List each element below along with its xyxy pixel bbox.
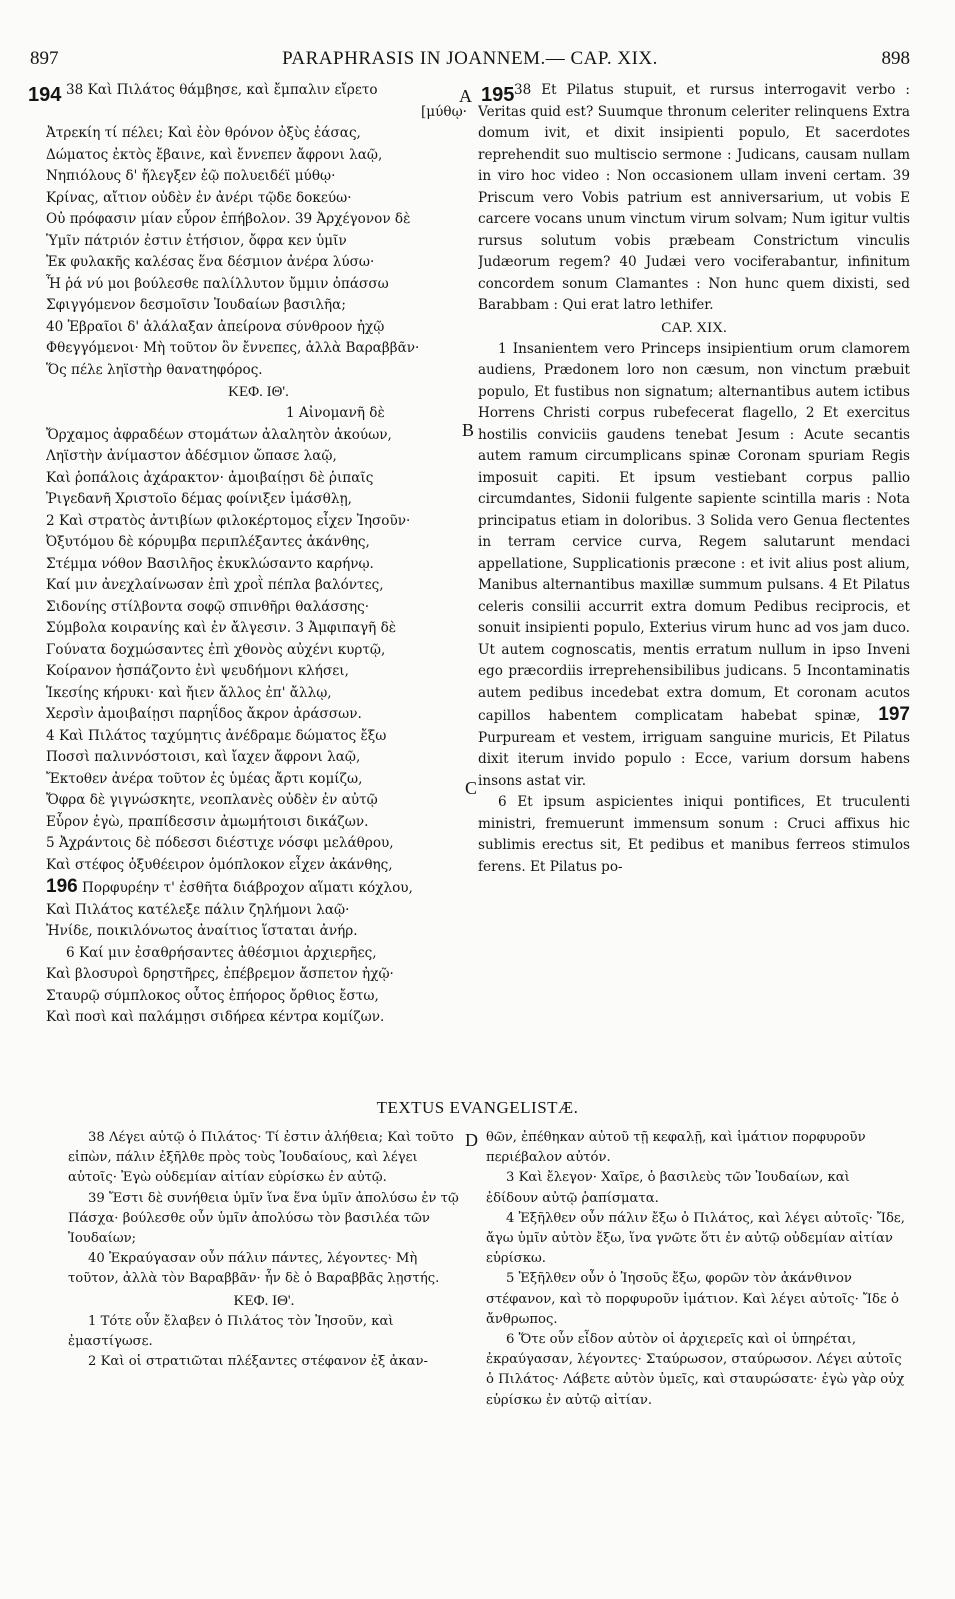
greek-line: Ὅς πέλε ληϊστὴρ θανατηφόρος.	[46, 361, 263, 378]
greek-line: Ῥιγεδανῆ Χριστοῖο δέμας φοίνιξεν ἱμάσθλῃ,	[46, 491, 352, 507]
evangelist-column-left	[68, 1128, 460, 1568]
latin-chapter-heading: CAP. XIX.	[661, 319, 727, 336]
greek-line: Ὀξυτόμου δὲ κόρυμβα περιπλέξαντες ἀκάνθης,	[46, 534, 370, 550]
gospel-verse: 5 Ἐξῆλθεν οὖν ὁ Ἰησοῦς ἔξω, φορῶν τὸν ἀκάνθινον στέφανον, καὶ τὸ πορφυροῦν ἱμάτιον. Καὶ λέγει αὐτοῖς· Ἴδε ὁ ἄνθρωπος.	[486, 1271, 899, 1327]
margin-letter-d: D	[465, 1130, 478, 1150]
greek-chapter-heading: ΚΕΦ. ΙΘ'.	[228, 384, 289, 400]
greek-line: Εὗρον ἐγὼ, πραπίδεσσιν ἀμωμήτοισι δικάζων.	[46, 813, 369, 830]
greek-line: Σταυρῷ σύμπλοκος οὗτος ἐπήορος ὄρθιος ἔστω,	[46, 987, 379, 1004]
greek-line: Καί μιν ἀνεχλαίνωσαν ἐπὶ χροῒ πέπλα βαλόντες,	[46, 577, 384, 593]
greek-line: 40 Ἑβραῖοι δ' ἀλάλαξαν ἀπείρονα σύνθροον ἠχῷ	[46, 318, 385, 335]
margin-letter-a: A	[459, 86, 472, 106]
gospel-verse: 2 Καὶ οἱ στρατιῶται πλέξαντες στέφανον ἐξ ἀκαν-	[88, 1354, 428, 1370]
greek-line: Καὶ ποσὶ καὶ παλάμῃσι σιδήρεα κέντρα κομίζων.	[46, 1009, 385, 1025]
page-number-right: 898	[881, 48, 910, 69]
greek-line: [μύθῳ·	[421, 103, 467, 120]
greek-line: Καὶ βλοσυροὶ δρηστῆρες, ἐπέβρεμον ἄσπετον ἠχῷ·	[46, 966, 394, 982]
greek-line: Γούνατα δοχμώσαντες ἐπὶ χθονὸς αὐχένι κυρτῷ,	[46, 641, 386, 658]
greek-line: Κοίρανον ἠσπάζοντο ἐνὶ ψευδήμονι κλήσει,	[46, 663, 349, 679]
gospel-verse: 39 Ἔστι δὲ συνήθεια ὑμῖν ἵνα ἕνα ὑμῖν ἀπολύσω ἐν τῷ Πάσχα· βούλεσθε οὖν ὑμῖν ἀπολύσω τὸν βασιλέα τῶν Ἰουδαίων;	[68, 1190, 459, 1247]
gospel-verse: θῶν, ἐπέθηκαν αὐτοῦ τῇ κεφαλῇ, καὶ ἱμάτιον πορφυροῦν περιέβαλον αὐτόν.	[486, 1130, 866, 1166]
section-number-197: 197	[878, 704, 910, 725]
latin-translation-column	[478, 80, 910, 1090]
gospel-verse: 4 Ἐξῆλθεν οὖν πάλιν ἔξω ὁ Πιλάτος, καὶ λέγει αὐτοῖς· Ἴδε, ἄγω ὑμῖν αὐτὸν ἔξω, ἵνα γνῶτε ὅτι ἐν αὐτῷ οὐδεμίαν αἰτίαν εὑρίσκω.	[486, 1210, 905, 1267]
greek-line: Φθεγγόμενοι· Μὴ τοῦτον ὃν ἔννεπες, ἀλλὰ Βαραββᾶν·	[46, 340, 420, 356]
greek-line: Ἠνίδε, ποικιλόνωτος ἀναίτιος ἵσταται ἀνήρ.	[46, 923, 358, 939]
greek-line: Δώματος ἐκτὸς ἔβαινε, καὶ ἔννεπεν ἄφρονι λαῷ,	[46, 146, 383, 163]
greek-line: 5 Ἀχράντοις δὲ πόδεσσι διέστιχε νόσφι μελάθρου,	[46, 835, 394, 851]
section-number-195: 195	[481, 84, 515, 106]
greek-line: Ληϊστὴν ἀνίμαστον ἀδέσμιον ὤπασε λαῷ,	[46, 448, 337, 464]
latin-paragraph	[478, 339, 910, 793]
evangelist-column-right	[486, 1128, 906, 1568]
greek-line: Καὶ ῥοπάλοις ἀχάρακτον· ἀμοιβαίῃσι δὲ ῥιπαῖς	[46, 469, 374, 486]
gospel-chapter-heading: ΚΕΦ. ΙΘ'.	[233, 1292, 295, 1309]
greek-line: 38 Καὶ Πιλάτος θάμβησε, καὶ ἔμπαλιν εἴρετο	[66, 82, 378, 98]
greek-line: Στέμμα νόθον Βασιλῆος ἐκυκλώσαντο καρήνῳ.	[46, 555, 374, 572]
greek-line: Ἱκεσίης κήρυκι· καὶ ἤιεν ἄλλος ἐπ' ἄλλῳ,	[46, 684, 332, 701]
greek-line: Ὄρχαμος ἀφραδέων στομάτων ἀλαλητὸν ἀκούων,	[46, 426, 392, 443]
greek-line: 4 Καὶ Πιλάτος ταχύμητις ἀνέδραμε δώματος ἔξω	[46, 727, 387, 744]
greek-line: Σιδονίης στίλβοντα σοφῷ σπινθῆρι θαλάσσης·	[46, 598, 370, 615]
page-title: PARAPHRASIS IN JOANNEM.— CAP. XIX.	[282, 48, 658, 69]
greek-line: Ὄφρα δὲ γιγνώσκητε, νεοπλανὲς οὐδὲν ἐν αὐτῷ	[46, 792, 378, 808]
gospel-verse: 1 Τότε οὖν ἔλαβεν ὁ Πιλάτος τὸν Ἰησοῦν, καὶ ἐμαστίγωσε.	[68, 1313, 394, 1349]
gospel-verse: 38 Λέγει αὐτῷ ὁ Πιλάτος· Τί ἐστιν ἀλήθεια; Καὶ τοῦτο εἰπὼν, πάλιν ἐξῆλθε πρὸς τοὺς Ἰουδαίους, καὶ λέγει αὐτοῖς· Ἐγὼ οὐδεμίαν αἰτίαν εὑρίσκω ἐν αὐτῷ.	[68, 1130, 454, 1186]
latin-text: Purpuream et vestem, irriguam sanguine muricis, Et Pilatus dixit iterum invido populo : Ecce, varium dorsum habens insons astat vir.	[478, 729, 910, 789]
greek-line: Οὐ πρόφασιν μίαν εὗρον ἐπήβολον. 39 Ἀρχέγονον δὲ	[46, 211, 411, 227]
gospel-verse: 40 Ἐκραύγασαν οὖν πάλιν πάντες, λέγοντες· Μὴ τοῦτον, ἀλλὰ τὸν Βαραββᾶν· ἦν δὲ ὁ Βαραββᾶς λῃστής.	[68, 1251, 440, 1287]
greek-line: 6 Καί μιν ἐσαθρήσαντες ἀθέσμιοι ἀρχιερῆες,	[66, 944, 377, 961]
greek-line: Ἦ ῥά νύ μοι βούλεσθε παλίλλυτον ὔμμιν ὀπάσσω	[46, 275, 389, 292]
greek-line: Ὑμῖν πάτριόν ἐστιν ἐτήσιον, ὄφρα κεν ὑμῖν	[46, 232, 347, 249]
greek-line: Ποσσὶ παλιννόστοισι, καὶ ἴαχεν ἄφρονι λαῷ,	[46, 749, 361, 765]
greek-line-text: Πορφυρέην τ' ἐσθῆτα διάβροχον αἵματι κόχλου,	[82, 880, 413, 896]
section-number-194: 194	[28, 84, 62, 106]
running-header	[30, 48, 910, 78]
greek-line: Σφιγγόμενον δεσμοῖσιν Ἰουδαίων βασιλῆα;	[46, 297, 346, 313]
greek-line: Ἀτρεκίη τί πέλει; Καὶ ἐὸν θρόνον ὀξὺς ἐάσας,	[46, 125, 361, 141]
greek-line: Ἐκ φυλακῆς καλέσας ἕνα δέσμιον ἀνέρα λύσω·	[46, 254, 375, 270]
greek-line: 2 Καὶ στρατὸς ἀντιβίων φιλοκέρτομος εἶχεν Ἰησοῦν·	[46, 512, 411, 529]
greek-line: Καὶ στέφος ὀξυθέειρον ὁμόπλοκον εἶχεν ἀκάνθης,	[46, 856, 393, 873]
latin-text: 1 Insanientem vero Princeps insipientium orum clamorem audiens, Prædonem loro non cæsum, non vinctum præbuit populo, Et fustibus non signatum; alternantibus autem ictibus Horrens Christi corpus rubefecerat flagello, 2 Et exercitus hostilis conviciis gaudens tenebat Jesum : Acute secantis autem ramum circumplicans spinæ Coronam spuriam Regis imposuit capiti. Et ipsum vestiebant corpus pallio circumdantes, Sidonii fulgente sapiente scintilla maris : Nota principatus etiam in doloribus. 3 Solida vero Genua flectentes in terram cervice curva, Regem salutarunt mendaci appellatione, Supplicationis præcone : et ivit alius post alium, Manibus alternantibus maxillæ summum pulsans. 4 Et Pilatus celeris consilii accurrit extra domum Pedibus reciprocis, et sonuit insipienti populo, Exterius virum hunc ad vos jam duco. Ut autem cognoscatis, mentis erratum nullum in ipso Inveni ego præcordiis irreprehensibilibus judicans. 5 Incontaminatis autem pedibus incedebat extra domum, Et coronam acutos capillos habentem complicatam habebat spinæ,	[478, 340, 910, 724]
evangelist-text-heading: TEXTUS EVANGELISTÆ.	[376, 1098, 579, 1117]
section-number-196: 196	[46, 876, 78, 897]
greek-line: Χερσὶν ἀμοιβαίῃσι παρηΐδος ἄκρον ἀράσσων.	[46, 706, 362, 722]
gospel-verse: 6 Ὅτε οὖν εἶδον αὐτὸν οἱ ἀρχιερεῖς καὶ οἱ ὑπηρέται, ἐκραύγασαν, λέγοντες· Σταύρωσον, σταύρωσον. Λέγει αὐτοῖς ὁ Πιλάτος· Λάβετε αὐτὸν ὑμεῖς, καὶ σταυρώσατε· ἐγὼ γὰρ οὐχ εὑρίσκω ἐν αὐτῷ αἰτίαν.	[486, 1332, 905, 1408]
greek-paraphrase-column	[46, 80, 471, 1090]
latin-paragraph: 38 Et Pilatus stupuit, et rursus interrogavit verbo : Veritas quid est? Suumque thronum celeriter relinquens Extra domum ivit, et dixit insipienti populo, Et sacerdotes reprehendit suo multiscio sermone : Judicans, causam nullam in viro hoc video : Non occasionem ullam inveni certam. 39 Priscum vero Vobis patrium est anniversarium, ut vobis E carcere vocans unum vinctum virum solvam; Num igitur vultis rursus solutum vobis præbeam Constrictum vinculis Judæorum regem? 40 Judæi vero vociferabantur, infinitum concordem sonum Clamantes : Non hunc quem dixisti, sed Barabbam : Qui erat latro lethifer.	[478, 82, 910, 313]
page-number-left: 897	[30, 48, 59, 69]
greek-line: Σύμβολα κοιρανίης καὶ ἐν ἄλγεσιν. 3 Ἀμφιπαγῆ δὲ	[46, 620, 397, 636]
greek-line: Νηπιόλους δ' ἤλεγξεν ἐῷ πολυειδέϊ μύθῳ·	[46, 168, 336, 184]
gospel-verse: 3 Καὶ ἔλεγον· Χαῖρε, ὁ βασιλεὺς τῶν Ἰουδαίων, καὶ ἐδίδουν αὐτῷ ῥαπίσματα.	[486, 1170, 850, 1206]
latin-paragraph: 6 Et ipsum aspicientes iniqui pontifices, Et truculenti ministri, fremuerunt immensum sonum : Cruci affixus hic sublimis erectus sit, Et pedibus et manibus ferreos stimulos ferens. Et Pilatus po-	[478, 794, 910, 875]
greek-line-196	[46, 876, 471, 900]
greek-line: Καὶ Πιλάτος κατέλεξε πάλιν ζηλήμονι λαῷ·	[46, 901, 350, 918]
greek-line: Ἔκτοθεν ἀνέρα τοῦτον ἐς ὑμέας ἄρτι κομίζω,	[46, 770, 363, 787]
margin-letter-c: C	[465, 778, 478, 798]
margin-letter-b: B	[462, 420, 475, 440]
greek-line: Κρίνας, αἴτιον οὐδὲν ἐν ἀνέρι τῷδε δοκεύω·	[46, 189, 352, 206]
greek-line: 1 Αἰνομανῆ δὲ	[286, 405, 385, 421]
